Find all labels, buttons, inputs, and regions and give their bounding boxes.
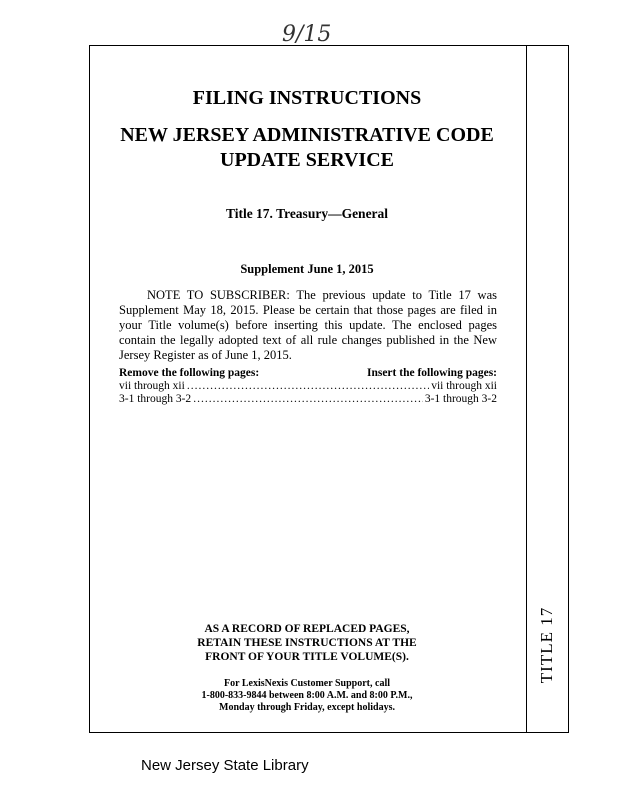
- handwritten-note: 9/15: [282, 22, 332, 47]
- title-line: Title 17. Treasury—General: [225, 206, 389, 221]
- remove-pages: 3-1 through 3-2: [119, 393, 192, 405]
- remove-header: Remove the following pages:: [119, 367, 260, 379]
- side-tab-label: TITLE 17: [537, 606, 557, 684]
- subscriber-note: NOTE TO SUBSCRIBER: The previous update to Title 17 was Supplement May 18, 2015. Please be certain that those pages are filed in your Title volume(s) before inserting this update. The enclosed pages contain the legally adopted text of all rule changes published in the New Jersey Register as of June 1, 2015.: [119, 288, 497, 362]
- record-line-2: RETAIN THESE INSTRUCTIONS AT THE: [197, 637, 417, 649]
- record-notice: [112, 622, 502, 664]
- record-line-3: FRONT OF YOUR TITLE VOLUME(S).: [205, 651, 409, 663]
- support-line-1: For LexisNexis Customer Support, call: [223, 678, 390, 689]
- table-row: [119, 393, 497, 406]
- page-subtitle: [112, 123, 502, 173]
- side-tab: [532, 605, 562, 685]
- page-title: FILING INSTRUCTIONS: [192, 87, 422, 109]
- table-row: [119, 380, 497, 393]
- insert-header: Insert the following pages:: [366, 367, 497, 379]
- subtitle-line-2: UPDATE SERVICE: [220, 149, 394, 171]
- subtitle-line-1: NEW JERSEY ADMINISTRATIVE CODE: [120, 124, 494, 146]
- dot-leader: [193, 393, 423, 406]
- support-line-3: Monday through Friday, except holidays.: [219, 702, 395, 713]
- supplement-line: Supplement June 1, 2015: [240, 262, 374, 276]
- pages-table: [119, 367, 497, 406]
- footer-library: New Jersey State Library: [141, 757, 309, 774]
- support-notice: [112, 678, 502, 714]
- record-line-1: AS A RECORD OF REPLACED PAGES,: [204, 623, 410, 635]
- tab-divider: [526, 45, 527, 733]
- insert-pages: vii through xii: [431, 380, 497, 392]
- insert-pages: 3-1 through 3-2: [424, 393, 497, 405]
- support-line-2: 1-800-833-9844 between 8:00 A.M. and 8:00 P.M.,: [201, 690, 413, 701]
- remove-pages: vii through xii: [119, 380, 185, 392]
- dot-leader: [187, 380, 429, 393]
- pages-table-header: [119, 367, 497, 380]
